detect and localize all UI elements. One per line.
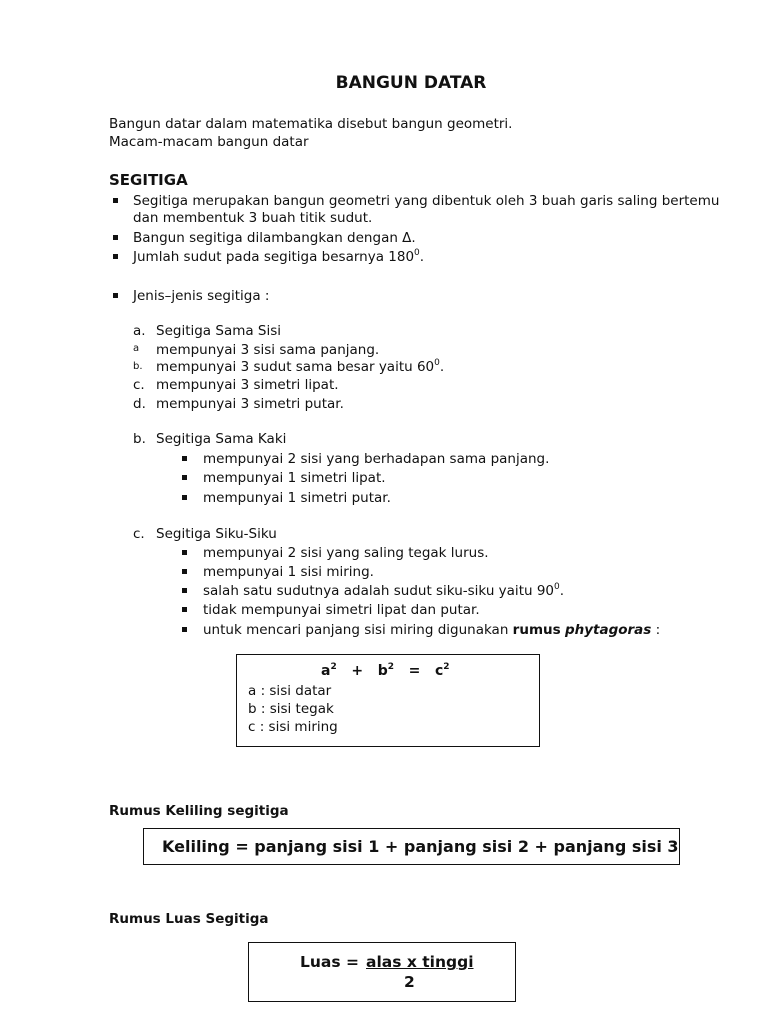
jenis-b-item: mempunyai 2 sisi yang berhadapan sama panjang. bbox=[203, 451, 550, 467]
jenis-a-title: Segitiga Sama Sisi bbox=[156, 323, 282, 339]
bullet-3 bbox=[133, 249, 424, 265]
bullet-square-icon bbox=[113, 293, 118, 298]
bullet-1-line-1: Segitiga merupakan bangun geometri yang dibentuk oleh 3 buah garis saling bertemu bbox=[133, 193, 720, 209]
bullet-3-text: Jumlah sudut pada segitiga besarnya 180 bbox=[133, 249, 415, 265]
bullet-3-end: . bbox=[419, 249, 425, 265]
pythagoras-formula bbox=[321, 663, 450, 679]
jenis-a-item-end: . bbox=[439, 359, 445, 375]
jenis-a-item-text: mempunyai 3 sudut sama besar yaitu 60 bbox=[156, 359, 435, 375]
keliling-label: Rumus Keliling segitiga bbox=[109, 803, 289, 819]
rumus-label: rumus bbox=[512, 622, 561, 638]
jenis-a-item: mempunyai 3 simetri putar. bbox=[156, 396, 344, 412]
jenis-c-item: mempunyai 2 sisi yang saling tegak lurus. bbox=[203, 545, 489, 561]
jenis-c-title: Segitiga Siku-Siku bbox=[156, 526, 277, 542]
jenis-c-item: tidak mempunyai simetri lipat dan putar. bbox=[203, 602, 480, 618]
pythagoras-box bbox=[236, 654, 540, 747]
section-heading-segitiga: SEGITIGA bbox=[109, 171, 188, 189]
bullet-square-icon bbox=[182, 456, 187, 461]
intro-line-1: Bangun datar dalam matematika disebut bangun geometri. bbox=[109, 116, 513, 132]
formula-b: b bbox=[377, 663, 388, 679]
formula-a: a bbox=[321, 663, 331, 679]
bullet-square-icon bbox=[113, 254, 118, 259]
formula-c: c bbox=[434, 663, 444, 679]
jenis-c-item bbox=[203, 622, 660, 638]
jenis-c-item-text: salah satu sudutnya adalah sudut siku-siku yaitu 90 bbox=[203, 583, 555, 599]
jenis-b-item: mempunyai 1 simetri putar. bbox=[203, 490, 391, 506]
bullet-square-icon bbox=[182, 588, 187, 593]
jenis-a-marker: a. bbox=[133, 323, 146, 339]
bullet-square-icon bbox=[113, 235, 118, 240]
legend-a: a : sisi datar bbox=[248, 683, 332, 699]
luas-denominator: 2 bbox=[404, 973, 415, 991]
intro-line-2: Macam-macam bangun datar bbox=[109, 134, 309, 150]
jenis-c-item: mempunyai 1 sisi miring. bbox=[203, 564, 374, 580]
bullet-square-icon bbox=[182, 569, 187, 574]
jenis-c-marker: c. bbox=[133, 526, 145, 542]
jenis-a-item: mempunyai 3 sisi sama panjang. bbox=[156, 342, 380, 358]
luas-numerator: alas x tinggi bbox=[366, 953, 474, 971]
jenis-c-item-end: . bbox=[559, 583, 565, 599]
jenis-b-item: mempunyai 1 simetri lipat. bbox=[203, 470, 386, 486]
formula-exp: 2 bbox=[330, 662, 337, 672]
keliling-box bbox=[143, 828, 680, 865]
jenis-a-item-marker: a bbox=[133, 343, 140, 354]
bullet-square-icon bbox=[182, 475, 187, 480]
jenis-c-item-text: untuk mencari panjang sisi miring digunakan bbox=[203, 622, 513, 638]
jenis-a-item: mempunyai 3 simetri lipat. bbox=[156, 377, 339, 393]
formula-eq: = bbox=[408, 663, 421, 679]
jenis-b-title: Segitiga Sama Kaki bbox=[156, 431, 287, 447]
luas-label: Rumus Luas Segitiga bbox=[109, 911, 269, 927]
formula-plus: + bbox=[351, 663, 364, 679]
degree-sup: 0 bbox=[434, 358, 440, 368]
jenis-b-marker: b. bbox=[133, 431, 146, 447]
luas-lhs: Luas = bbox=[300, 953, 359, 971]
jenis-a-item-marker: d. bbox=[133, 396, 146, 412]
formula-exp: 2 bbox=[443, 662, 450, 672]
keliling-formula: Keliling = panjang sisi 1 + panjang sisi 2 + panjang sisi 3 bbox=[162, 837, 679, 856]
bullet-square-icon bbox=[182, 550, 187, 555]
bullet-square-icon bbox=[182, 607, 187, 612]
degree-sup: 0 bbox=[554, 582, 560, 592]
jenis-a-item bbox=[156, 359, 444, 375]
legend-b: b : sisi tegak bbox=[248, 701, 334, 717]
bullet-square-icon bbox=[113, 198, 118, 203]
jenis-c-item-end: : bbox=[651, 622, 661, 638]
jenis-a-item-marker: b. bbox=[133, 361, 143, 372]
bullet-square-icon bbox=[182, 627, 187, 632]
page-title: BANGUN DATAR bbox=[335, 73, 487, 93]
bullet-square-icon bbox=[182, 495, 187, 500]
legend-c: c : sisi miring bbox=[248, 719, 338, 735]
bullet-2: Bangun segitiga dilambangkan dengan Δ. bbox=[133, 230, 416, 246]
jenis-c-item bbox=[203, 583, 564, 599]
luas-box bbox=[248, 942, 516, 1002]
bullet-4: Jenis–jenis segitiga : bbox=[133, 288, 270, 304]
bullet-1-line-2: dan membentuk 3 buah titik sudut. bbox=[133, 210, 373, 226]
jenis-a-item-marker: c. bbox=[133, 377, 145, 393]
formula-exp: 2 bbox=[387, 662, 394, 672]
degree-sup: 0 bbox=[414, 248, 420, 258]
phytagoras-label: phytagoras bbox=[564, 622, 652, 638]
